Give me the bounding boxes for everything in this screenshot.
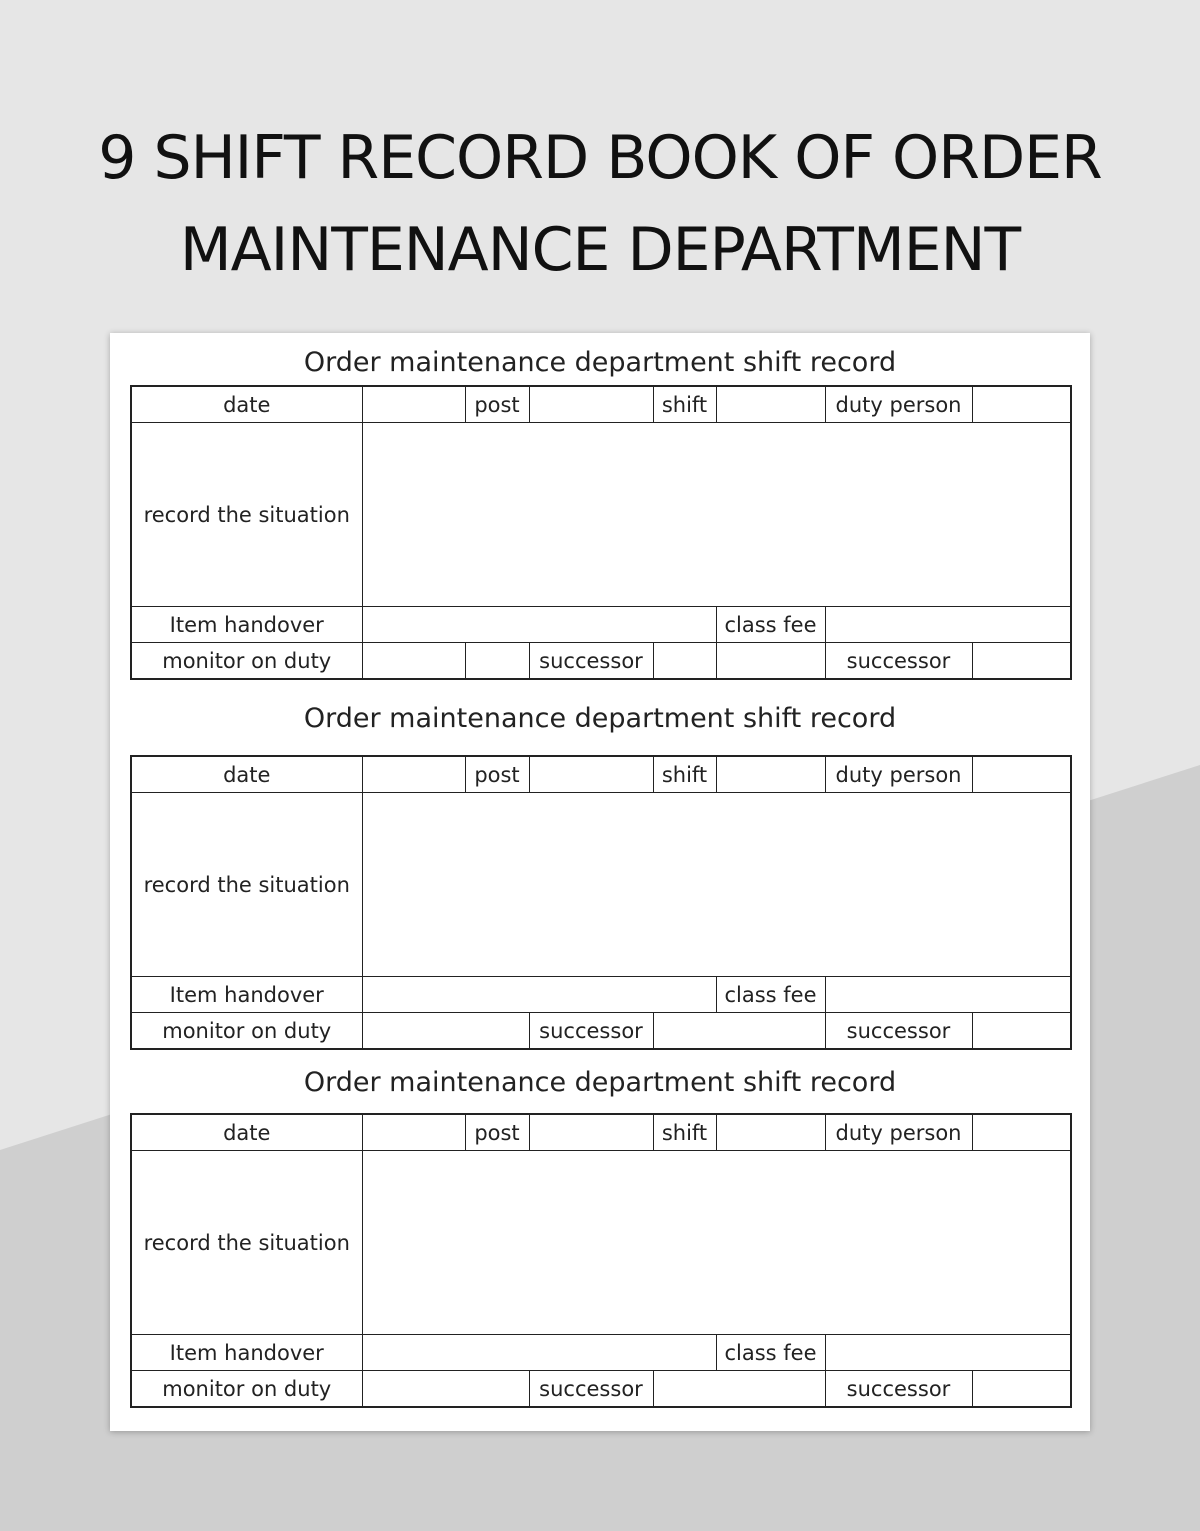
successor-label-2: successor <box>825 1013 972 1050</box>
section-title: Order maintenance department shift record <box>303 703 897 734</box>
record-situation-field[interactable] <box>362 1151 1071 1335</box>
successor-label-2: successor <box>825 1371 972 1408</box>
page-title-line-1: 9 SHIFT RECORD BOOK OF ORDER <box>98 123 1102 193</box>
monitor-on-duty-label: monitor on duty <box>131 643 362 680</box>
date-field[interactable] <box>362 386 465 423</box>
monitor-on-duty-label: monitor on duty <box>131 1371 362 1408</box>
class-fee-label: class fee <box>716 1335 825 1371</box>
item-handover-label: Item handover <box>131 977 362 1013</box>
record-situation-field[interactable] <box>362 793 1071 977</box>
record-situation-field[interactable] <box>362 423 1071 607</box>
successor-field-2[interactable] <box>972 1013 1071 1050</box>
monitor-on-duty-field[interactable] <box>362 1371 529 1408</box>
successor-field[interactable] <box>653 1371 825 1408</box>
item-handover-label: Item handover <box>131 607 362 643</box>
date-field[interactable] <box>362 1114 465 1151</box>
successor-label: successor <box>529 1013 653 1050</box>
post-field[interactable] <box>529 756 653 793</box>
shift-field[interactable] <box>716 386 825 423</box>
section-title: Order maintenance department shift record <box>303 347 897 378</box>
post-label: post <box>465 386 529 423</box>
shift-label: shift <box>653 1114 716 1151</box>
shift-record-table <box>130 1113 1072 1408</box>
monitor-on-duty-label: monitor on duty <box>131 1013 362 1050</box>
monitor-on-duty-field[interactable] <box>362 1013 529 1050</box>
successor-field-2[interactable] <box>972 643 1071 680</box>
duty-person-field[interactable] <box>972 386 1071 423</box>
monitor-on-duty-field[interactable] <box>362 643 465 680</box>
record-situation-label: record the situation <box>131 423 362 607</box>
item-handover-label: Item handover <box>131 1335 362 1371</box>
successor-label-2: successor <box>825 643 972 680</box>
section-title: Order maintenance department shift record <box>303 1067 897 1098</box>
record-situation-label: record the situation <box>131 1151 362 1335</box>
successor-field[interactable] <box>653 643 716 680</box>
class-fee-field[interactable] <box>825 977 1071 1013</box>
class-fee-label: class fee <box>716 977 825 1013</box>
item-handover-field[interactable] <box>362 1335 716 1371</box>
date-label: date <box>131 756 362 793</box>
shift-label: shift <box>653 386 716 423</box>
shift-field[interactable] <box>716 756 825 793</box>
shift-record-table <box>130 755 1072 1050</box>
item-handover-field[interactable] <box>362 977 716 1013</box>
duty-person-label: duty person <box>825 1114 972 1151</box>
monitor-on-duty-extra-field[interactable] <box>465 643 529 680</box>
post-label: post <box>465 1114 529 1151</box>
duty-person-field[interactable] <box>972 1114 1071 1151</box>
shift-record-table <box>130 385 1072 680</box>
duty-person-field[interactable] <box>972 756 1071 793</box>
date-field[interactable] <box>362 756 465 793</box>
post-label: post <box>465 756 529 793</box>
post-field[interactable] <box>529 386 653 423</box>
duty-person-label: duty person <box>825 386 972 423</box>
date-label: date <box>131 1114 362 1151</box>
page-title <box>0 112 1200 296</box>
item-handover-field[interactable] <box>362 607 716 643</box>
shift-label: shift <box>653 756 716 793</box>
record-sheet <box>110 333 1090 1431</box>
class-fee-field[interactable] <box>825 607 1071 643</box>
page-title-line-2: MAINTENANCE DEPARTMENT <box>179 215 1021 285</box>
successor-field[interactable] <box>653 1013 825 1050</box>
class-fee-label: class fee <box>716 607 825 643</box>
successor-field-2[interactable] <box>972 1371 1071 1408</box>
successor-extra-field[interactable] <box>716 643 825 680</box>
successor-label: successor <box>529 1371 653 1408</box>
record-situation-label: record the situation <box>131 793 362 977</box>
class-fee-field[interactable] <box>825 1335 1071 1371</box>
post-field[interactable] <box>529 1114 653 1151</box>
duty-person-label: duty person <box>825 756 972 793</box>
date-label: date <box>131 386 362 423</box>
successor-label: successor <box>529 643 653 680</box>
shift-field[interactable] <box>716 1114 825 1151</box>
